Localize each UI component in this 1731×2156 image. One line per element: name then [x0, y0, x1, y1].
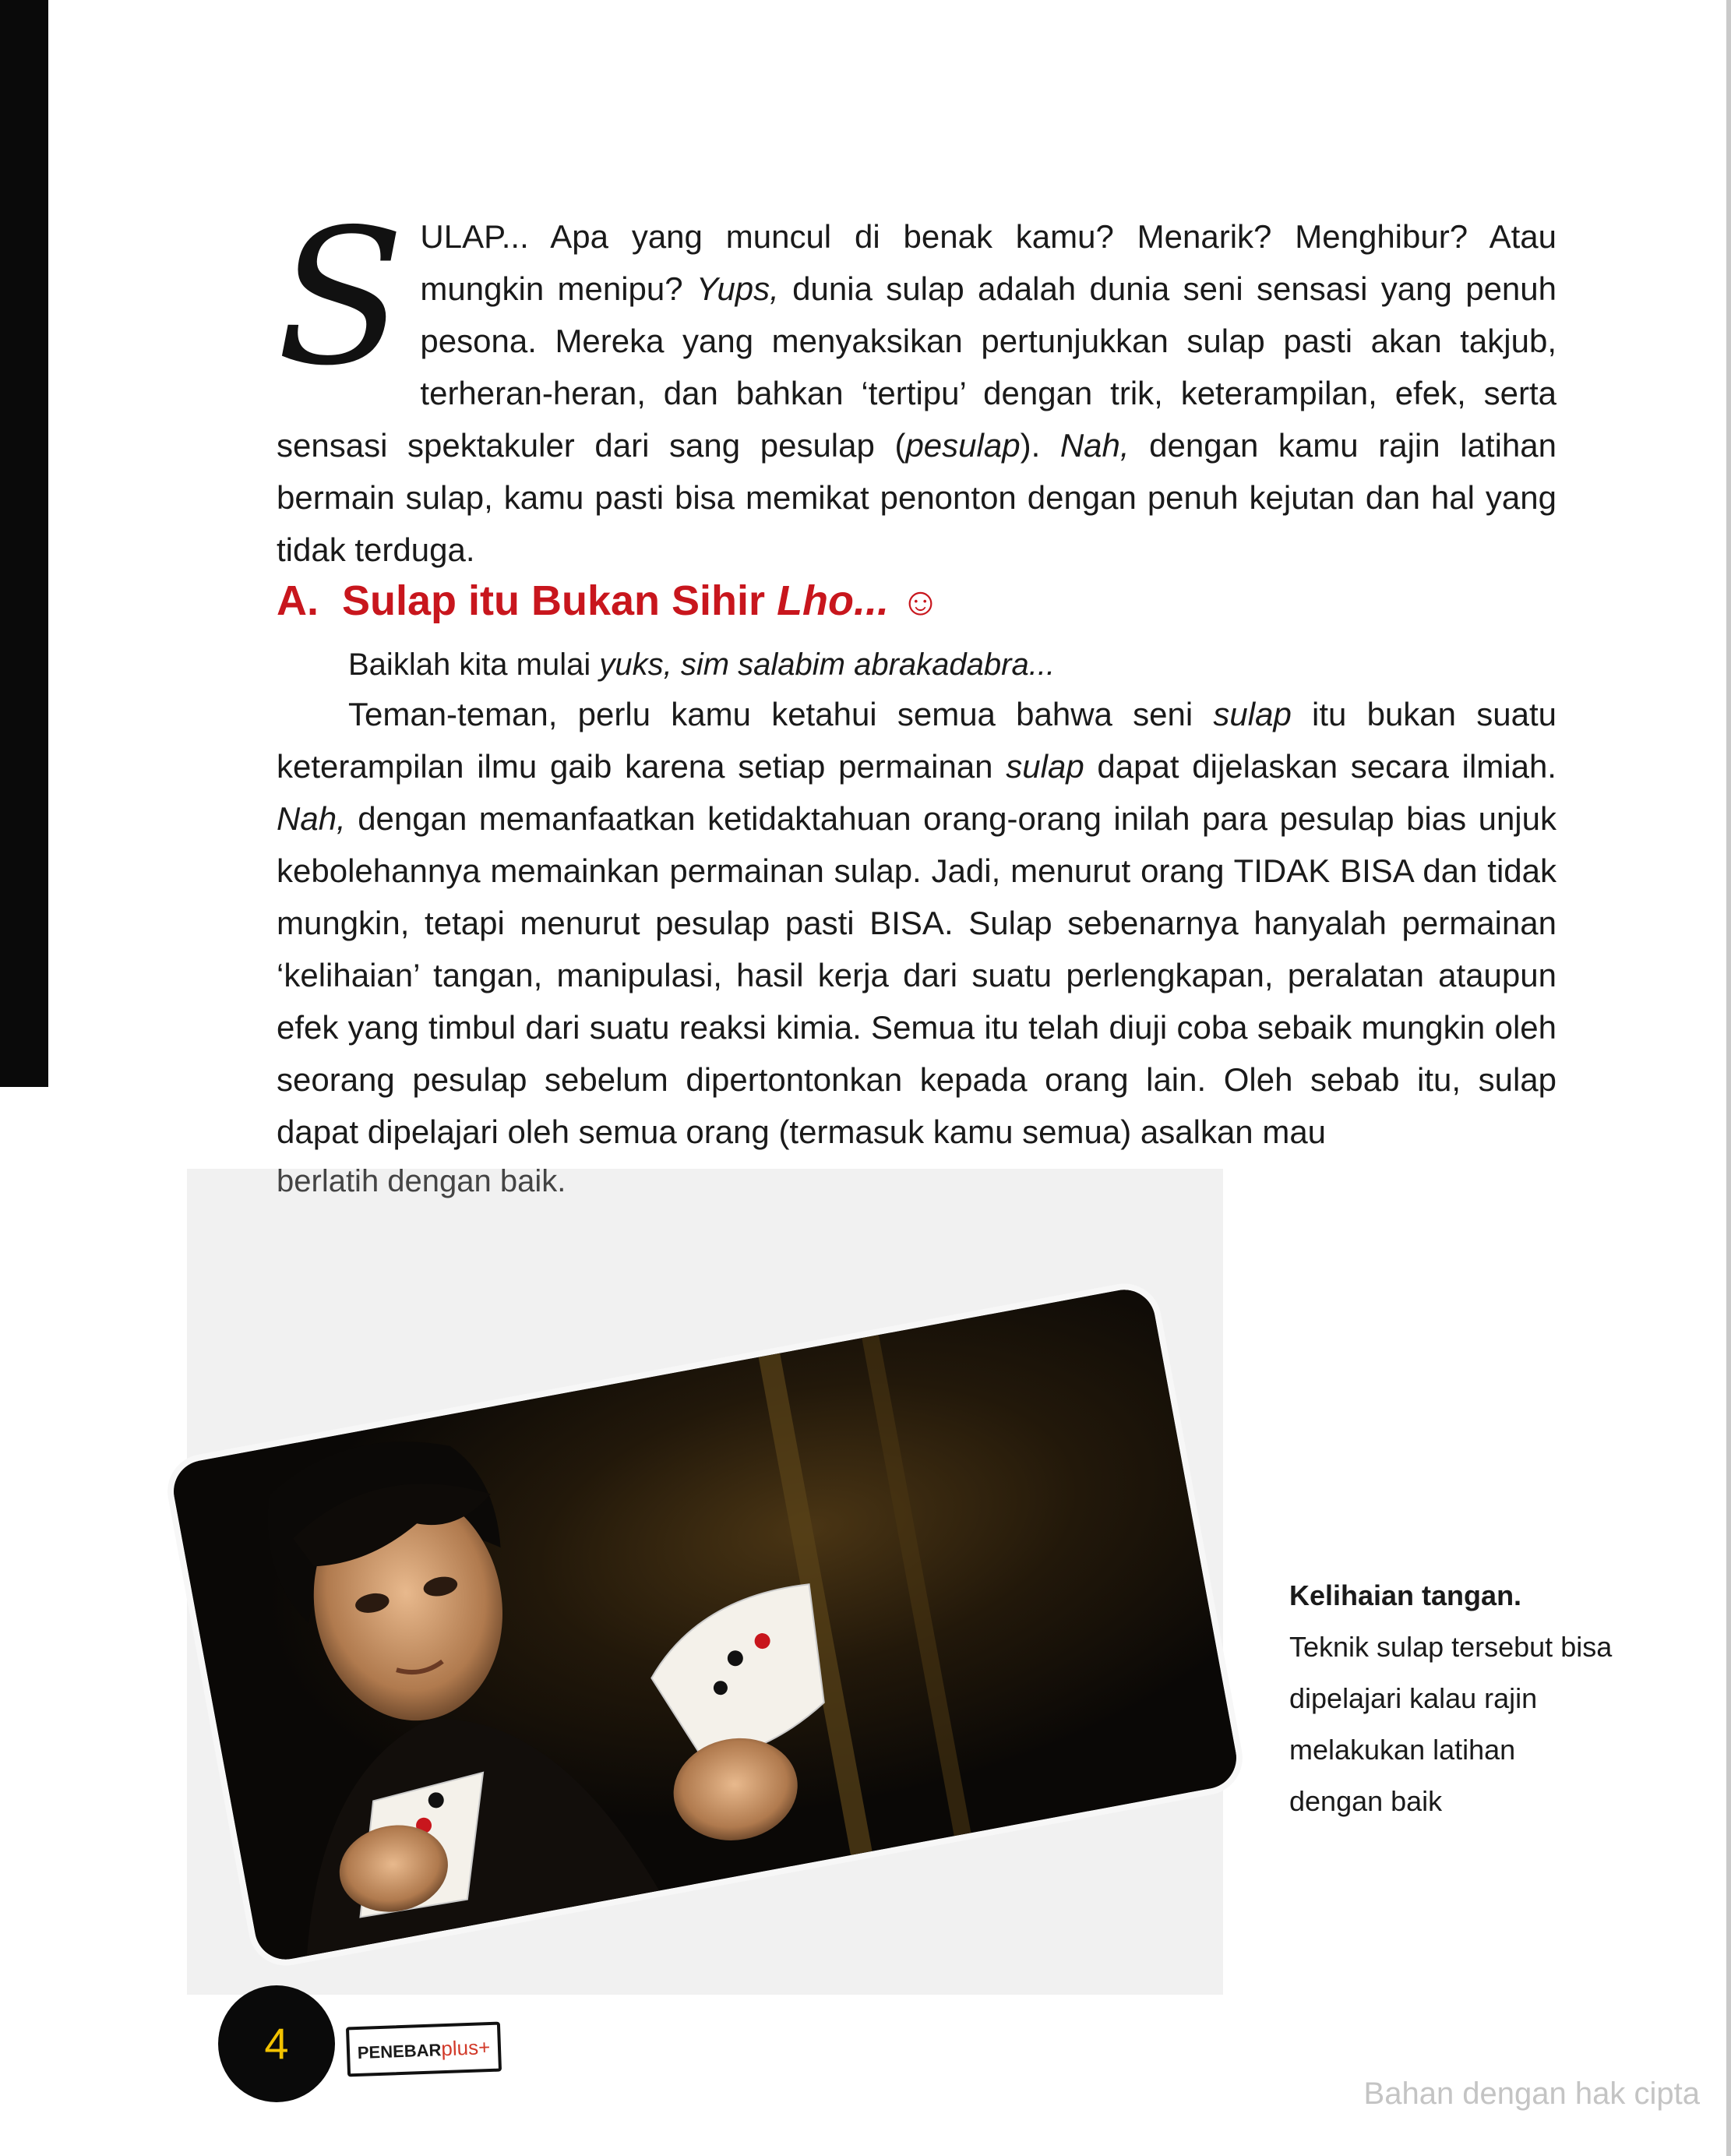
- caption-text: Teknik sulap tersebut bisa dipelajari kalau rajin melakukan latihan dengan baik: [1289, 1631, 1613, 1817]
- intro-paragraph: SULAP... Apa yang muncul di benak kamu? Menarik? Menghibur? Atau mungkin menipu? Yups, dunia sulap adalah dunia seni sensasi yang penuh pesona. Mereka yang menyaksikan pertunjukkan sulap pasti akan takjub, terheran-heran, dan bahkan ‘tertipu’ dengan trik, keterampilan, efek, serta sensasi spektakuler dari sang pesulap (pesulap). Nah, dengan kamu rajin latihan bermain sulap, kamu pasti bisa memikat penonton dengan penuh kejutan dan hal yang tidak terduga.: [277, 189, 1556, 568]
- section-title-italic: Lho...: [777, 577, 890, 624]
- page-binding-edge: [0, 0, 48, 1087]
- smiley-icon: ☺: [901, 580, 941, 623]
- publisher-logo: PENEBARplus+: [346, 2022, 502, 2077]
- lead-sentence: Baiklah kita mulai yuks, sim salabim abrakadabra...: [348, 648, 1056, 682]
- page-number: 4: [218, 1985, 335, 2102]
- body-paragraph: Teman-teman, perlu kamu ketahui semua bahwa seni sulap itu bukan suatu keterampilan ilmu gaib karena setiap permainan sulap dapat dijelaskan secara ilmiah. Nah, dengan memanfaatkan ketidaktahuan orang-orang inilah para pesulap bias unjuk kebolehannya memainkan permainan sulap. Jadi, menurut orang TIDAK BISA dan tidak mungkin, tetapi menurut pesulap pasti BISA. Sulap sebenarnya hanyalah permainan ‘kelihaian’ tangan, manipulasi, hasil kerja dari suatu perlengkapan, peralatan ataupun efek yang timbul dari suatu reaksi kimia. Semua itu telah diuji coba sebaik mungkin oleh seorang pesulap sebelum dipertontonkan kepada orang lain. Oleh sebab itu, sulap dapat dipelajari oleh semua orang (termasuk kamu semua) asalkan mau: [277, 696, 1556, 1150]
- page-right-edge: [1726, 0, 1731, 2156]
- section-number: A.: [277, 577, 319, 624]
- photo-caption: [1289, 1570, 1616, 1827]
- caption-title: Kelihaian tangan.: [1289, 1579, 1522, 1611]
- section-title: Sulap itu Bukan Sihir: [342, 577, 777, 624]
- copyright-watermark: Bahan dengan hak cipta: [1363, 2077, 1700, 2111]
- section-heading: [277, 577, 940, 625]
- body-paragraph-continuation: berlatih dengan baik.: [277, 1164, 566, 1198]
- drop-cap: S: [277, 189, 405, 407]
